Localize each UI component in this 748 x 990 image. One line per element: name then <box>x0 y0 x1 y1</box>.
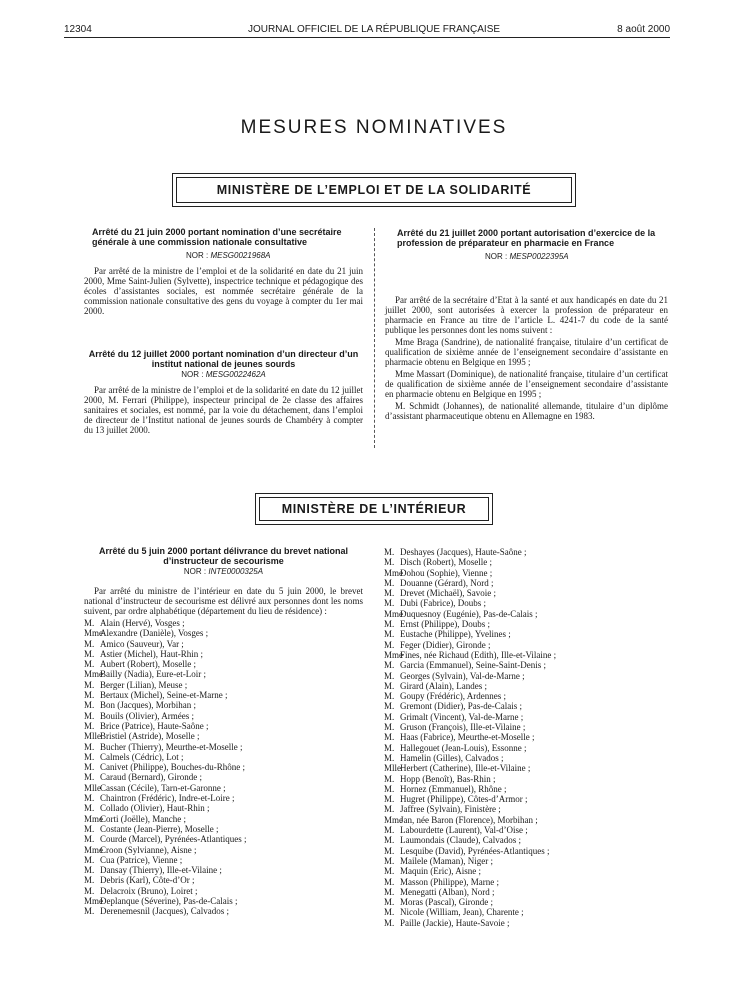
arrete-paragraph: Mme Braga (Sandrine), de nationalité française, titulaire d’un certificat de qualification de sixième année de l’enseignement secondaire d’assistante en pharmacie obtenu en Belgique en 1995 ; <box>385 337 668 367</box>
list-item <box>84 886 363 896</box>
person-entry: Moras (Pascal), Gironde ; <box>400 897 493 908</box>
list-item <box>84 690 363 700</box>
civility: M. <box>384 897 395 908</box>
civility: M. <box>84 700 95 711</box>
person-entry: Dubi (Fabrice), Doubs ; <box>400 598 486 609</box>
person-entry: Corti (Joëlle), Manche ; <box>100 813 186 824</box>
civility: M. <box>84 679 95 690</box>
list-item <box>84 618 363 628</box>
list-item <box>384 681 669 691</box>
person-entry: Croon (Sylvianne), Aisne ; <box>100 844 197 855</box>
list-item <box>84 824 363 834</box>
civility: M. <box>384 835 395 846</box>
person-entry: Garcia (Emmanuel), Seine-Saint-Denis ; <box>400 660 546 671</box>
person-entry: Laumondais (Claude), Calvados ; <box>400 835 521 846</box>
person-entry: Cua (Patrice), Vienne ; <box>100 854 183 865</box>
list-item <box>84 762 363 772</box>
civility: M. <box>384 598 395 609</box>
person-entry: Georges (Sylvain), Val-de-Marne ; <box>400 670 525 681</box>
person-entry: Grimalt (Vincent), Val-de-Marne ; <box>400 711 524 722</box>
nor-reference <box>84 567 363 576</box>
civility: M. <box>384 825 395 836</box>
person-entry: Bouils (Olivier), Armées ; <box>100 710 194 721</box>
list-item <box>384 743 669 753</box>
person-entry: Hopp (Benoît), Bas-Rhin ; <box>400 773 496 784</box>
nor-label: NOR : <box>183 567 207 576</box>
civility: M. <box>384 711 395 722</box>
civility: Mlle <box>84 782 101 793</box>
list-item <box>384 897 669 907</box>
civility: M. <box>84 648 95 659</box>
page-title: MESURES NOMINATIVES <box>240 117 508 138</box>
civility: M. <box>384 845 395 856</box>
person-entry: Ernst (Philippe), Doubs ; <box>400 619 490 630</box>
list-item <box>384 557 669 567</box>
list-item <box>384 866 669 876</box>
civility: Mlle <box>384 763 401 774</box>
person-entry: Bon (Jacques), Morbihan ; <box>100 700 196 711</box>
list-item <box>384 825 669 835</box>
arrete-title: Arrêté du 21 juin 2000 portant nomination d’une secrétaire générale à une commission nationale consultative <box>92 227 342 247</box>
arrete-text: Par arrêté de la ministre de l’emploi et de la solidarité en date du 21 juin 2000, Mme Saint-Julien (Sylvette), inspectrice technique et pédagogique des écoles d’assistantes sociales, est nommée secrétaire générale de la commission nationale consultative des gens du voyage à compter du 1er mai 2000. <box>84 266 363 316</box>
civility: M. <box>384 804 395 815</box>
list-item <box>384 815 669 825</box>
civility: M. <box>384 742 395 753</box>
person-entry: Calmels (Cédric), Lot ; <box>100 751 184 762</box>
person-entry: Bailly (Nadia), Eure-et-Loir ; <box>100 669 206 680</box>
list-item <box>384 547 669 557</box>
civility: M. <box>84 762 95 773</box>
civility: M. <box>384 722 395 733</box>
civility: M. <box>84 885 95 896</box>
list-item <box>384 907 669 917</box>
civility: M. <box>84 906 95 917</box>
list-item <box>84 803 363 813</box>
list-item <box>84 855 363 865</box>
person-entry: Bucher (Thierry), Meurthe-et-Moselle ; <box>100 741 243 752</box>
civility: M. <box>84 875 95 886</box>
civility: Mlle <box>84 731 101 742</box>
civility: M. <box>84 803 95 814</box>
list-item <box>384 794 669 804</box>
nor-reference <box>84 370 363 379</box>
list-item <box>84 865 363 875</box>
list-item <box>384 887 669 897</box>
person-entry: Deplanque (Séverine), Pas-de-Calais ; <box>100 896 238 907</box>
list-item <box>384 629 669 639</box>
civility: M. <box>384 794 395 805</box>
person-entry: Dansay (Thierry), Ille-et-Vilaine ; <box>100 865 222 876</box>
person-entry: Masson (Philippe), Marne ; <box>400 876 499 887</box>
civility: M. <box>384 639 395 650</box>
person-entry: Hamelin (Gilles), Calvados ; <box>400 752 504 763</box>
nor-label: NOR : <box>186 251 209 260</box>
civility: M. <box>84 772 95 783</box>
list-item <box>84 659 363 669</box>
civility: M. <box>384 588 395 599</box>
arrete-intro: Par arrêté du ministre de l’intérieur en date du 5 juin 2000, le brevet national d’instructeur de secourisme est délivré aux personnes dont les noms suivent, par ordre alphabétique (département du lieu de résidence) : <box>84 586 363 616</box>
list-item <box>384 804 669 814</box>
civility: M. <box>384 680 395 691</box>
list-item <box>384 846 669 856</box>
arrete-paragraph: M. Schmidt (Johannes), de nationalité allemande, titulaire d’un diplôme d’assistant pharmaceutique obtenu en Allemagne en 1983. <box>385 401 668 421</box>
ministry-emploi-box <box>172 173 576 207</box>
names-column-right <box>384 547 669 928</box>
nor-code: MESP0022395A <box>509 252 569 261</box>
civility: M. <box>384 866 395 877</box>
list-item <box>384 918 669 928</box>
person-entry: Amico (Sauveur), Var ; <box>100 638 184 649</box>
nor-code: INTE0000325A <box>208 567 264 576</box>
arrete-paragraph: Par arrêté de la secrétaire d’Etat à la santé et aux handicapés en date du 21 juillet 2000, sont autorisées à exercer la profession de préparateur en pharmacie en France au titre de l’article L. 4241-7 du code de la santé publique les personnes dont les noms suivent : <box>385 295 668 335</box>
journal-title: JOURNAL OFFICIEL DE LA RÉPUBLIQUE FRANÇAISE <box>247 24 501 35</box>
person-entry: Labourdette (Laurent), Val-d’Oise ; <box>400 825 528 836</box>
civility: M. <box>84 854 95 865</box>
person-entry: Bertaux (Michel), Seine-et-Marne ; <box>100 690 228 701</box>
list-item <box>84 731 363 741</box>
civility: M. <box>384 701 395 712</box>
list-item <box>84 649 363 659</box>
list-item <box>384 732 669 742</box>
person-entry: Costante (Jean-Pierre), Moselle ; <box>100 823 219 834</box>
list-item <box>384 650 669 660</box>
civility: M. <box>84 823 95 834</box>
civility: M. <box>84 751 95 762</box>
nor-code: MESG0021968A <box>210 251 271 260</box>
civility: M. <box>384 670 395 681</box>
person-entry: Derenemesnil (Jacques), Calvados ; <box>100 906 229 917</box>
list-item <box>84 845 363 855</box>
list-item <box>84 752 363 762</box>
civility: M. <box>384 691 395 702</box>
arrete-autorisation-preparateur <box>385 228 668 423</box>
arrete-nomination-directeur <box>84 349 363 437</box>
list-item <box>84 906 363 916</box>
person-entry: Nicole (William, Jean), Charente ; <box>400 907 524 918</box>
person-entry: Hallegouet (Jean-Louis), Essonne ; <box>400 742 527 753</box>
names-list-left <box>84 618 363 917</box>
person-entry: Hugret (Philippe), Côtes-d’Armor ; <box>400 794 528 805</box>
civility: M. <box>384 619 395 630</box>
civility: M. <box>384 855 395 866</box>
list-item <box>384 784 669 794</box>
list-item <box>384 609 669 619</box>
civility: M. <box>84 618 95 628</box>
person-entry: Canivet (Philippe), Bouches-du-Rhône ; <box>100 762 245 773</box>
civility: M. <box>384 547 395 557</box>
civility: M. <box>84 720 95 731</box>
civility: Mme <box>384 608 403 619</box>
person-entry: Gruson (François), Ille-et-Vilaine ; <box>400 722 526 733</box>
person-entry: Caraud (Bernard), Gironde ; <box>100 772 202 783</box>
arrete-title: Arrêté du 21 juillet 2000 portant autorisation d’exercice de la profession de préparateur en pharmacie en France <box>397 228 656 248</box>
civility: M. <box>384 557 395 568</box>
civility: Mme <box>384 814 403 825</box>
person-entry: Courde (Marcel), Pyrénées-Atlantiques ; <box>100 834 247 845</box>
arrete-nomination-secretaire <box>84 227 363 318</box>
person-entry: Deshayes (Jacques), Haute-Saône ; <box>400 547 527 557</box>
person-entry: Alain (Hervé), Vosges ; <box>100 618 185 628</box>
person-entry: Goupy (Frédéric), Ardennes ; <box>400 691 506 702</box>
person-entry: Delacroix (Bruno), Loiret ; <box>100 885 198 896</box>
civility: M. <box>84 741 95 752</box>
person-entry: Cassan (Cécile), Tarn-et-Garonne ; <box>100 782 226 793</box>
arrete-text: Par arrêté de la ministre de l’emploi et de la solidarité en date du 12 juillet 2000, M. Ferrari (Philippe), inspecteur principal de 2e classe des affaires sanitaires et sociales, est nommé, par la voie du détachement, dans l’emploi de directeur de l’Institut national de jeunes sourds de Chambéry à compter du 13 juillet 2000. <box>84 385 363 435</box>
list-item <box>384 712 669 722</box>
nor-code: MESG0022462A <box>205 370 266 379</box>
civility: Mme <box>84 813 103 824</box>
civility: M. <box>84 793 95 804</box>
person-entry: Astier (Michel), Haut-Rhin ; <box>100 648 203 659</box>
list-item <box>384 578 669 588</box>
civility: M. <box>84 834 95 845</box>
person-entry: Jaffree (Sylvain), Finistère ; <box>400 804 501 815</box>
ministry-interieur-box <box>255 493 493 525</box>
list-item <box>384 640 669 650</box>
list-item <box>384 877 669 887</box>
person-entry: Dohou (Sophie), Vienne ; <box>400 567 493 578</box>
person-entry: Maquin (Eric), Aisne ; <box>400 866 481 877</box>
list-item <box>84 793 363 803</box>
civility: M. <box>84 690 95 701</box>
ministry-emploi-label: MINISTÈRE DE L’EMPLOI ET DE LA SOLIDARITÉ <box>176 177 572 203</box>
list-item <box>84 700 363 710</box>
person-entry: Mailele (Maman), Niger ; <box>400 855 493 866</box>
person-entry: Eustache (Philippe), Yvelines ; <box>400 629 511 640</box>
person-entry: Haas (Fabrice), Meurthe-et-Moselle ; <box>400 732 535 743</box>
column-separator <box>374 228 375 448</box>
civility: M. <box>384 660 395 671</box>
nor-reference <box>385 252 668 261</box>
list-item <box>384 588 669 598</box>
person-entry: Jan, née Baron (Florence), Morbihan ; <box>400 814 538 825</box>
list-item <box>384 722 669 732</box>
page-number: 12304 <box>64 24 92 35</box>
civility: M. <box>84 638 95 649</box>
civility: Mme <box>84 844 103 855</box>
list-item <box>84 680 363 690</box>
civility: M. <box>384 629 395 640</box>
nor-reference <box>84 251 363 260</box>
header-rule <box>64 37 670 38</box>
person-entry: Hornez (Emmanuel), Rhône ; <box>400 783 507 794</box>
list-item <box>384 598 669 608</box>
arrete-paragraph: Mme Massart (Dominique), de nationalité française, titulaire d’un certificat de qualification de sixième année de l’enseignement secondaire d’assistante en pharmacie obtenu en Belgique en 1995 ; <box>385 369 668 399</box>
list-item <box>384 835 669 845</box>
list-item <box>384 660 669 670</box>
list-item <box>384 856 669 866</box>
list-item <box>384 691 669 701</box>
person-entry: Bristiel (Astride), Moselle ; <box>100 731 200 742</box>
person-entry: Herbert (Catherine), Ille-et-Vilaine ; <box>400 763 531 774</box>
list-item <box>384 763 669 773</box>
list-item <box>84 669 363 679</box>
civility: M. <box>384 876 395 887</box>
civility: Mme <box>84 896 103 907</box>
civility: Mme <box>384 567 403 578</box>
list-item <box>384 774 669 784</box>
civility: M. <box>384 773 395 784</box>
person-entry: Alexandre (Danièle), Vosges ; <box>100 628 209 639</box>
civility: M. <box>384 752 395 763</box>
civility: M. <box>384 732 395 743</box>
civility: M. <box>384 783 395 794</box>
person-entry: Lesquibe (David), Pyrénées-Atlantiques ; <box>400 845 550 856</box>
civility: M. <box>384 886 395 897</box>
person-entry: Fines, née Richaud (Edith), Ille-et-Vilaine ; <box>400 649 557 660</box>
person-entry: Gremont (Didier), Pas-de-Calais ; <box>400 701 522 712</box>
names-list-right <box>384 547 669 928</box>
civility: M. <box>84 659 95 670</box>
civility: Mme <box>384 649 403 660</box>
civility: M. <box>84 865 95 876</box>
nor-label: NOR : <box>181 370 204 379</box>
issue-date: 8 août 2000 <box>617 24 670 35</box>
person-entry: Berger (Lilian), Meuse ; <box>100 679 188 690</box>
person-entry: Aubert (Robert), Moselle ; <box>100 659 196 670</box>
person-entry: Disch (Robert), Moselle ; <box>400 557 492 568</box>
list-item <box>84 711 363 721</box>
list-item <box>384 568 669 578</box>
person-entry: Brice (Patrice), Haute-Saône ; <box>100 720 209 731</box>
list-item <box>384 671 669 681</box>
arrete-title: Arrêté du 12 juillet 2000 portant nomination d’un directeur d’un institut national de jeunes sourds <box>88 349 359 369</box>
person-entry: Collado (Olivier), Haut-Rhin ; <box>100 803 210 814</box>
nor-label: NOR : <box>485 252 508 261</box>
list-item <box>84 814 363 824</box>
person-entry: Feger (Didier), Gironde ; <box>400 639 491 650</box>
arrete-brevet-secourisme <box>84 546 363 917</box>
list-item <box>84 896 363 906</box>
civility: Mme <box>84 628 103 639</box>
list-item <box>384 753 669 763</box>
person-entry: Girard (Alain), Landes ; <box>400 680 487 691</box>
list-item <box>84 834 363 844</box>
list-item <box>84 639 363 649</box>
civility: M. <box>384 917 395 928</box>
list-item <box>384 701 669 711</box>
list-item <box>84 772 363 782</box>
list-item <box>384 619 669 629</box>
civility: Mme <box>84 669 103 680</box>
list-item <box>84 742 363 752</box>
person-entry: Duquesnoy (Eugénie), Pas-de-Calais ; <box>400 608 538 619</box>
person-entry: Chaintron (Frédéric), Indre-et-Loire ; <box>100 793 235 804</box>
list-item <box>84 875 363 885</box>
arrete-title: Arrêté du 5 juin 2000 portant délivrance du brevet national d’instructeur de secourisme <box>98 546 349 566</box>
civility: M. <box>384 577 395 588</box>
civility: M. <box>384 907 395 918</box>
ministry-interieur-label: MINISTÈRE DE L’INTÉRIEUR <box>259 497 489 521</box>
person-entry: Debris (Karl), Côte-d’Or ; <box>100 875 195 886</box>
person-entry: Menegatti (Alban), Nord ; <box>400 886 495 897</box>
list-item <box>84 628 363 638</box>
civility: M. <box>84 710 95 721</box>
list-item <box>84 721 363 731</box>
person-entry: Douanne (Gérard), Nord ; <box>400 577 494 588</box>
person-entry: Drevet (Michaël), Savoie ; <box>400 588 496 599</box>
person-entry: Paille (Jackie), Haute-Savoie ; <box>400 917 510 928</box>
list-item <box>84 783 363 793</box>
